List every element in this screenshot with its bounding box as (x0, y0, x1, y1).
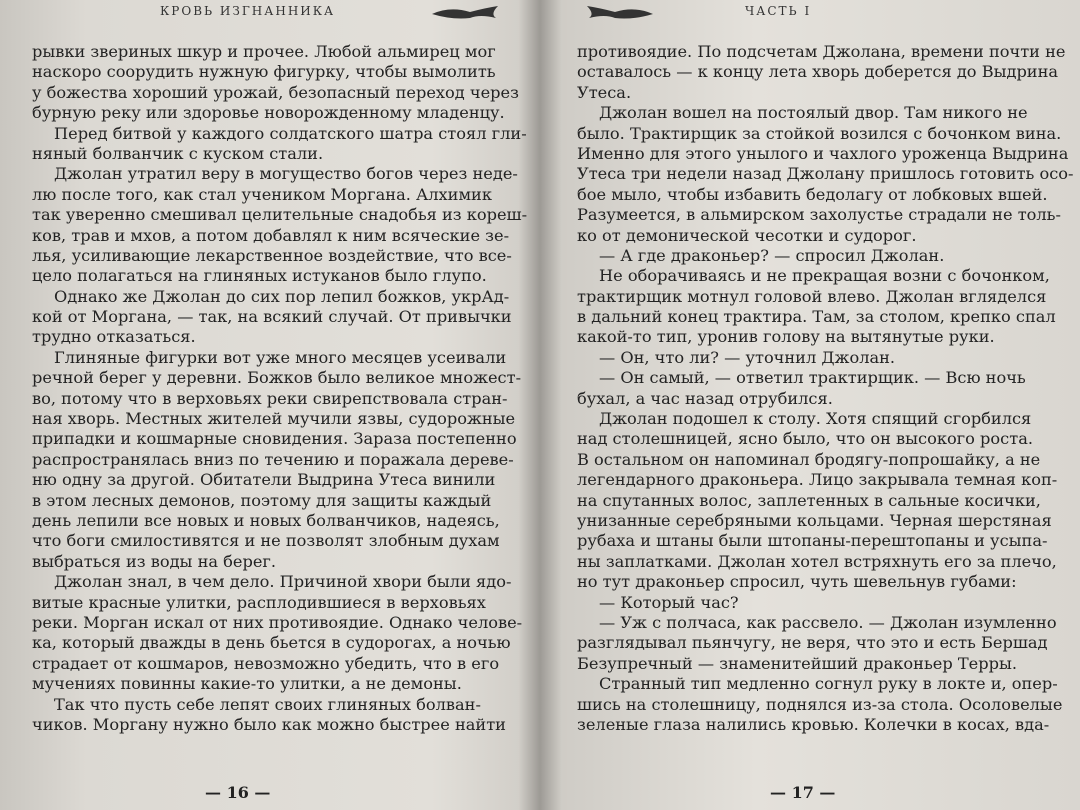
text-line: бурную реку или здоровье новорожденному младенцу. (32, 103, 505, 123)
text-line: Именно для этого унылого и чахлого уроженца Выдрина (577, 143, 1069, 163)
text-line: Глиняные фигурки вот уже много месяцев усеивали (54, 347, 507, 367)
text-line: припадки и кошмарные сновидения. Зараза постепенно (32, 429, 517, 449)
running-header: КРОВЬ ИЗГНАННИКА (160, 4, 336, 18)
text-line: унизанные серебряными кольцами. Черная шерстяная (577, 510, 1052, 530)
text-line: Утеса три недели назад Джолану пришлось готовить осо- (577, 164, 1074, 184)
left-page (0, 0, 535, 810)
text-line: распространялась вниз по течению и поражала дереве- (32, 449, 514, 469)
text-line: витые красные улитки, расплодившиеся в верховьях (32, 592, 486, 612)
text-line: что боги смилостивятся и не позволят злобным духам (32, 531, 500, 551)
text-line: — Он самый, — ответил трактирщик. — Всю ночь (599, 368, 1026, 388)
right-page-text (577, 42, 1074, 735)
text-line: бое мыло, чтобы избавить бедолагу от лобковых вшей. (577, 184, 1048, 204)
text-line: Однако же Джолан до сих пор лепил божков, укрАд- (54, 286, 510, 306)
text-line: — Он, что ли? — уточнил Джолан. (599, 347, 896, 367)
text-line: Безупречный — знаменитейший драконьер Терры. (577, 653, 1017, 673)
text-line: легендарного драконьера. Лицо закрывала темная коп- (577, 470, 1058, 490)
text-line: на спутанных волос, заплетенных в сальные косички, (577, 490, 1041, 510)
text-line: Джолан подошел к столу. Хотя спящий сгорбился (599, 409, 1032, 429)
page-number: — 17 — (770, 783, 836, 802)
wing-ornament-icon (430, 4, 500, 24)
text-line: ная хворь. Местных жителей мучили язвы, судорожные (32, 409, 516, 429)
text-line: было. Трактирщик за стойкой возился с бочонком вина. (577, 123, 1062, 143)
running-header: ЧАСТЬ I (745, 4, 812, 18)
text-line: в этом лесных демонов, поэтому для защиты каждый (32, 490, 492, 510)
text-line: Странный тип медленно согнул руку в локте и, опер- (599, 674, 1058, 694)
text-line: так уверенно смешивал целительные снадобья из кореш- (32, 205, 528, 225)
text-line: оставалось — к концу лета хворь доберется до Выдрина (577, 62, 1059, 82)
text-line: шись на столешницу, поднялся из-за стола. Осоловелые (577, 694, 1063, 714)
wing-ornament-icon (585, 4, 655, 24)
text-line: рывки звериных шкур и прочее. Любой альмирец мог (32, 42, 496, 61)
text-line: страдает от кошмаров, невозможно убедить, что в его (32, 653, 500, 673)
text-line: Утеса. (577, 82, 632, 102)
text-line: лья, усиливающие лекарственное воздействие, что все- (32, 245, 512, 265)
text-line: ков, трав и мхов, а потом добавлял к ним всяческие зе- (32, 225, 510, 245)
text-line: — Который час? (599, 592, 739, 612)
text-line: Джолан вошел на постоялый двор. Там никого не (599, 103, 1028, 123)
text-line: речной берег у деревни. Божков было великое множест- (32, 368, 522, 388)
text-line: но тут драконьер спросил, чуть шевельнув губами: (577, 572, 1017, 592)
text-line: цело полагаться на глиняных истуканов было глупо. (32, 266, 487, 286)
text-line: няный болванчик с куском стали. (32, 143, 324, 163)
text-line: какой-то тип, уронив голову на вытянутые руки. (577, 327, 995, 347)
text-line: ню одну за другой. Обитатели Выдрина Утеса винили (32, 470, 496, 490)
text-line: Джолан утратил веру в могущество богов через неде- (54, 164, 518, 184)
text-line: ны заплатками. Джолан хотел встряхнуть его за плечо, (577, 551, 1057, 571)
text-line: трудно отказаться. (32, 327, 196, 347)
text-line: в дальний конец трактира. Там, за столом, крепко спал (577, 307, 1056, 327)
left-page-text (32, 42, 528, 735)
text-line: во, потому что в верховьях реки свирепствовала стран- (32, 388, 508, 408)
text-line: реки. Морган искал от них противоядие. Однако челове- (32, 612, 523, 632)
text-line: ка, который дважды в день бьется в судорогах, а ночью (32, 633, 511, 653)
text-line: — Уж с полчаса, как рассвело. — Джолан изумленно (599, 612, 1057, 632)
right-page (545, 0, 1080, 810)
text-line: над столешницей, ясно было, что он высокого роста. (577, 429, 1033, 449)
text-line: Разумеется, в альмирском захолустье страдали не толь- (577, 205, 1061, 225)
text-line: выбраться из воды на берег. (32, 551, 277, 571)
text-line: разглядывал пьянчугу, не веря, что это и есть Бершад (577, 633, 1048, 653)
text-line: ко от демонической чесотки и судорог. (577, 225, 917, 245)
text-line: В остальном он напоминал бродягу-попрошайку, а не (577, 449, 1041, 469)
text-line: Перед битвой у каждого солдатского шатра стоял гли- (54, 123, 527, 143)
text-line: трактирщик мотнул головой влево. Джолан вгляделся (577, 286, 1047, 306)
page-number: — 16 — (205, 783, 271, 802)
text-line: чиков. Моргану нужно было как можно быстрее найти (32, 714, 506, 734)
text-line: мучениях повинны какие-то улитки, а не демоны. (32, 674, 462, 694)
text-line: день лепили все новых и новых болванчиков, надеясь, (32, 510, 500, 530)
text-line: — А где драконьер? — спросил Джолан. (599, 245, 945, 265)
text-line: рубаха и штаны были штопаны-перештопаны и усыпа- (577, 531, 1048, 551)
text-line: наскоро соорудить нужную фигурку, чтобы вымолить (32, 62, 496, 82)
text-line: кой от Моргана, — так, на всякий случай. От привычки (32, 307, 512, 327)
text-line: зеленые глаза налились кровью. Колечки в косах, вда- (577, 714, 1050, 734)
text-line: Так что пусть себе лепят своих глиняных болван- (54, 694, 481, 714)
text-line: лю после того, как стал учеником Моргана. Алхимик (32, 184, 492, 204)
text-line: Не оборачиваясь и не прекращая возни с бочонком, (599, 266, 1050, 286)
text-line: Джолан знал, в чем дело. Причиной хвори были ядо- (54, 572, 512, 592)
text-line: бухал, а час назад отрубился. (577, 388, 833, 408)
text-line: противоядие. По подсчетам Джолана, времени почти не (577, 42, 1066, 61)
text-line: у божества хороший урожай, безопасный переход через (32, 82, 519, 102)
